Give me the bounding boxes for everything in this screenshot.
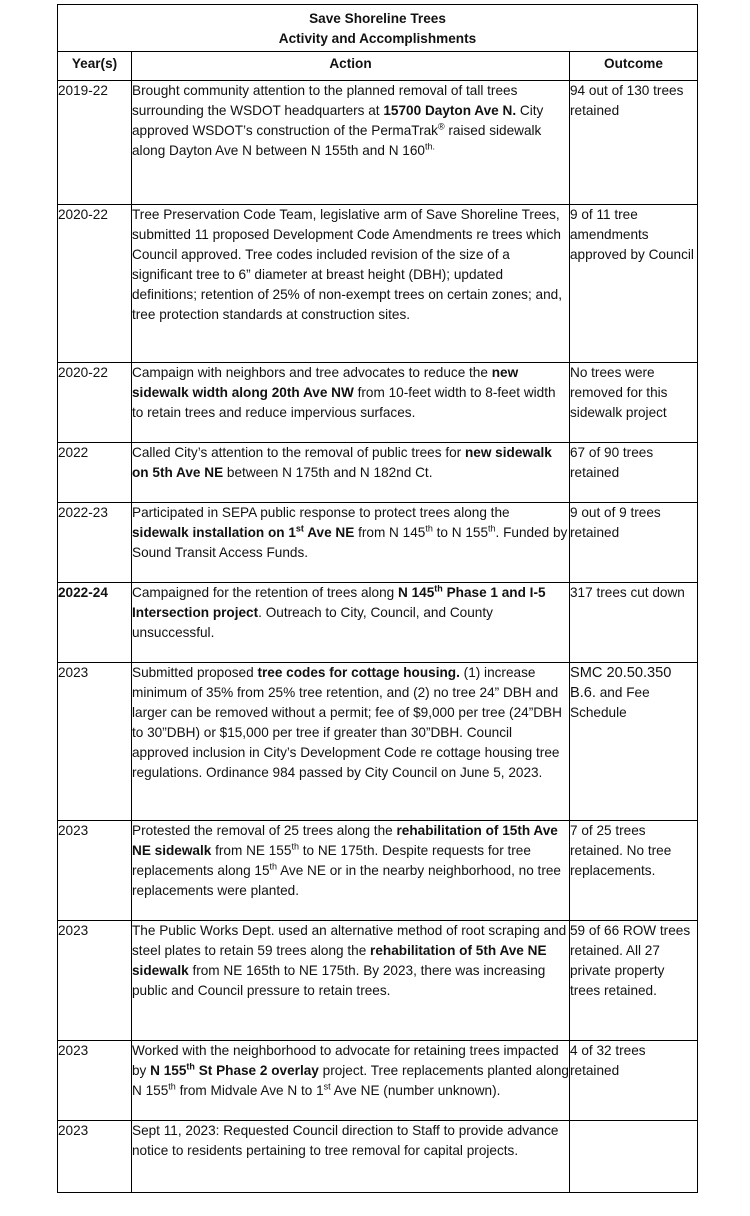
action-text-segment: from Midvale Ave N to 1: [175, 1083, 324, 1098]
year-cell: 2022-23: [58, 503, 132, 583]
action-text-segment: (1) increase minimum of 35% from 25% tree retention, and (2) no tree 24” DBH and larger can be removed without a permit; fee of $9,000 per tree (24”DBH to 30”DBH) or $15,000 per tree if greater than 30”DBH. Council approved inclusion in City’s Development Code re cottage housing tree regulations. Ordinance 984 passed by City Council on June 5, 2023.: [132, 665, 562, 780]
action-text-segment: ®: [437, 121, 445, 132]
title-row: [58, 5, 698, 52]
action-text-segment: Ave NE: [303, 525, 355, 540]
action-text-segment: . Funded by Sound Transit Access Funds.: [132, 525, 568, 560]
action-text-segment: th: [488, 523, 496, 534]
action-text-segment: N 145: [398, 585, 435, 600]
document-title: [58, 5, 698, 52]
action-text-segment: Sept 11, 2023: Requested Council direction to Staff to provide advance notice to residents pertaining to tree removal for capital projects.: [132, 1123, 559, 1158]
table-row: [58, 205, 698, 363]
outcome-cell: 67 of 90 trees retained: [570, 443, 698, 503]
column-header-action: Action: [132, 52, 570, 81]
action-text-segment: st: [323, 1081, 331, 1092]
year-cell: 2020-22: [58, 205, 132, 363]
action-text-segment: th: [291, 841, 299, 852]
action-text-segment: Participated in SEPA public response to protect trees along the: [132, 505, 510, 520]
action-text-segment: Submitted proposed: [132, 665, 258, 680]
outcome-cell: 9 out of 9 trees retained: [570, 503, 698, 583]
action-text-segment: rehabilitation of 15th Ave NE sidewalk: [132, 823, 558, 858]
table-body: [58, 81, 698, 1193]
action-text-segment: th: [269, 861, 278, 872]
table-row: [58, 663, 698, 821]
column-header-year: Year(s): [58, 52, 132, 81]
action-cell: [132, 583, 570, 663]
action-text-segment: project. Tree replacements planted along N 155: [132, 1063, 569, 1098]
action-text-segment: N 155: [150, 1063, 187, 1078]
outcome-cell: No trees were removed for this sidewalk project: [570, 363, 698, 443]
title-line-1: Save Shoreline Trees: [309, 11, 446, 26]
outcome-cell: [570, 1121, 698, 1193]
action-cell: [132, 921, 570, 1041]
action-text-segment: City approved WSDOT’s construction of the PermaTrak: [132, 103, 544, 138]
action-cell: [132, 205, 570, 363]
year-cell: 2023: [58, 1041, 132, 1121]
action-text-segment: to N 155: [432, 525, 489, 540]
action-text-segment: from NE 165th to NE 175th. By 2023, there was increasing public and Council pressure to retain trees.: [132, 963, 546, 998]
action-cell: [132, 81, 570, 205]
action-text-segment: Protested the removal of 25 trees along the: [132, 823, 397, 838]
action-text-segment: th: [168, 1081, 176, 1092]
action-text-segment: th: [186, 1061, 195, 1072]
action-text-segment: new sidewalk on 5th Ave NE: [132, 445, 552, 480]
year-cell: 2019-22: [58, 81, 132, 205]
action-cell: [132, 821, 570, 921]
action-text-segment: raised sidewalk along Dayton Ave N between N 155th and N 160: [132, 123, 542, 158]
year-cell: 2023: [58, 821, 132, 921]
action-cell: [132, 503, 570, 583]
action-text-segment: from 10-feet width to 8-feet width to retain trees and reduce impervious surfaces.: [132, 385, 556, 420]
action-text-segment: St Phase 2 overlay: [194, 1063, 319, 1078]
outcome-cell: 59 of 66 ROW trees retained. All 27 private property trees retained.: [570, 921, 698, 1041]
action-text-segment: tree codes for cottage housing.: [257, 665, 460, 680]
action-text-segment: rehabilitation of 5th Ave NE sidewalk: [132, 943, 547, 978]
action-text-segment: Campaign with neighbors and tree advocates to reduce the: [132, 365, 492, 380]
action-text-segment: Tree Preservation Code Team, legislative arm of Save Shoreline Trees, submitted 11 proposed Development Code Amendments re trees which Council approved. Tree codes included revision of the size of a significant tree to 6” diameter at breast height (DBH); updated definitions; retention of 25% of non-exempt trees on certain zones; and, tree protection standards at construction sites.: [132, 207, 562, 322]
year-cell: 2023: [58, 663, 132, 821]
activity-table: [57, 4, 698, 1193]
action-text-segment: The Public Works Dept. used an alternative method of root scraping and steel plates to retain 59 trees along the: [132, 923, 567, 958]
table-row: [58, 503, 698, 583]
outcome-cell: 9 of 11 tree amendments approved by Council: [570, 205, 698, 363]
table-row: [58, 821, 698, 921]
outcome-cell: 317 trees cut down: [570, 583, 698, 663]
action-text-segment: 15700 Dayton Ave N.: [383, 103, 517, 118]
action-text-segment: to NE 175th. Despite requests for tree replacements along 15: [132, 843, 531, 878]
table-row: [58, 583, 698, 663]
action-text-segment: th.: [424, 141, 435, 152]
table-row: [58, 363, 698, 443]
action-text-segment: from N 145: [354, 525, 426, 540]
action-text-segment: Ave NE (number unknown).: [330, 1083, 501, 1098]
year-cell: 2023: [58, 1121, 132, 1193]
action-cell: [132, 363, 570, 443]
outcome-cell: 94 out of 130 trees retained: [570, 81, 698, 205]
header-row: [58, 52, 698, 81]
action-cell: [132, 1121, 570, 1193]
table-row: [58, 81, 698, 205]
action-text-segment: Called City’s attention to the removal of public trees for: [132, 445, 465, 460]
action-text-segment: Ave NE or in the nearby neighborhood, no tree replacements were planted.: [132, 863, 561, 898]
action-text-segment: . Outreach to City, Council, and County unsuccessful.: [132, 605, 493, 640]
action-text-segment: Campaigned for the retention of trees along: [132, 585, 399, 600]
action-text-segment: th: [434, 583, 443, 594]
outcome-text-segment: SMC 20.50.350 B.6.: [570, 665, 672, 701]
action-text-segment: sidewalk installation on 1: [132, 525, 296, 540]
outcome-cell: 4 of 32 trees retained: [570, 1041, 698, 1121]
outcome-cell: [570, 663, 698, 821]
action-text-segment: Worked with the neighborhood to advocate for retaining trees impacted by: [132, 1043, 559, 1078]
action-text-segment: st: [295, 523, 304, 534]
action-cell: [132, 1041, 570, 1121]
outcome-cell: 7 of 25 trees retained. No tree replacements.: [570, 821, 698, 921]
column-header-outcome: Outcome: [570, 52, 698, 81]
table-row: [58, 1041, 698, 1121]
table-row: [58, 921, 698, 1041]
action-text-segment: from NE 155: [211, 843, 292, 858]
action-text-segment: Phase 1 and I-5 Intersection project: [132, 585, 546, 620]
year-cell: 2022-24: [58, 583, 132, 663]
action-text-segment: new sidewalk width along 20th Ave NW: [132, 365, 519, 400]
action-text-segment: th: [425, 523, 433, 534]
table-row: [58, 1121, 698, 1193]
outcome-text-segment: and Fee Schedule: [570, 685, 650, 720]
year-cell: 2020-22: [58, 363, 132, 443]
year-cell: 2023: [58, 921, 132, 1041]
action-cell: [132, 443, 570, 503]
action-cell: [132, 663, 570, 821]
title-line-2: Activity and Accomplishments: [278, 31, 477, 46]
table-row: [58, 443, 698, 503]
action-text-segment: between N 175th and N 182nd Ct.: [223, 465, 433, 480]
year-cell: 2022: [58, 443, 132, 503]
action-text-segment: Brought community attention to the planned removal of tall trees surrounding the WSDOT headquarters at: [132, 83, 518, 118]
